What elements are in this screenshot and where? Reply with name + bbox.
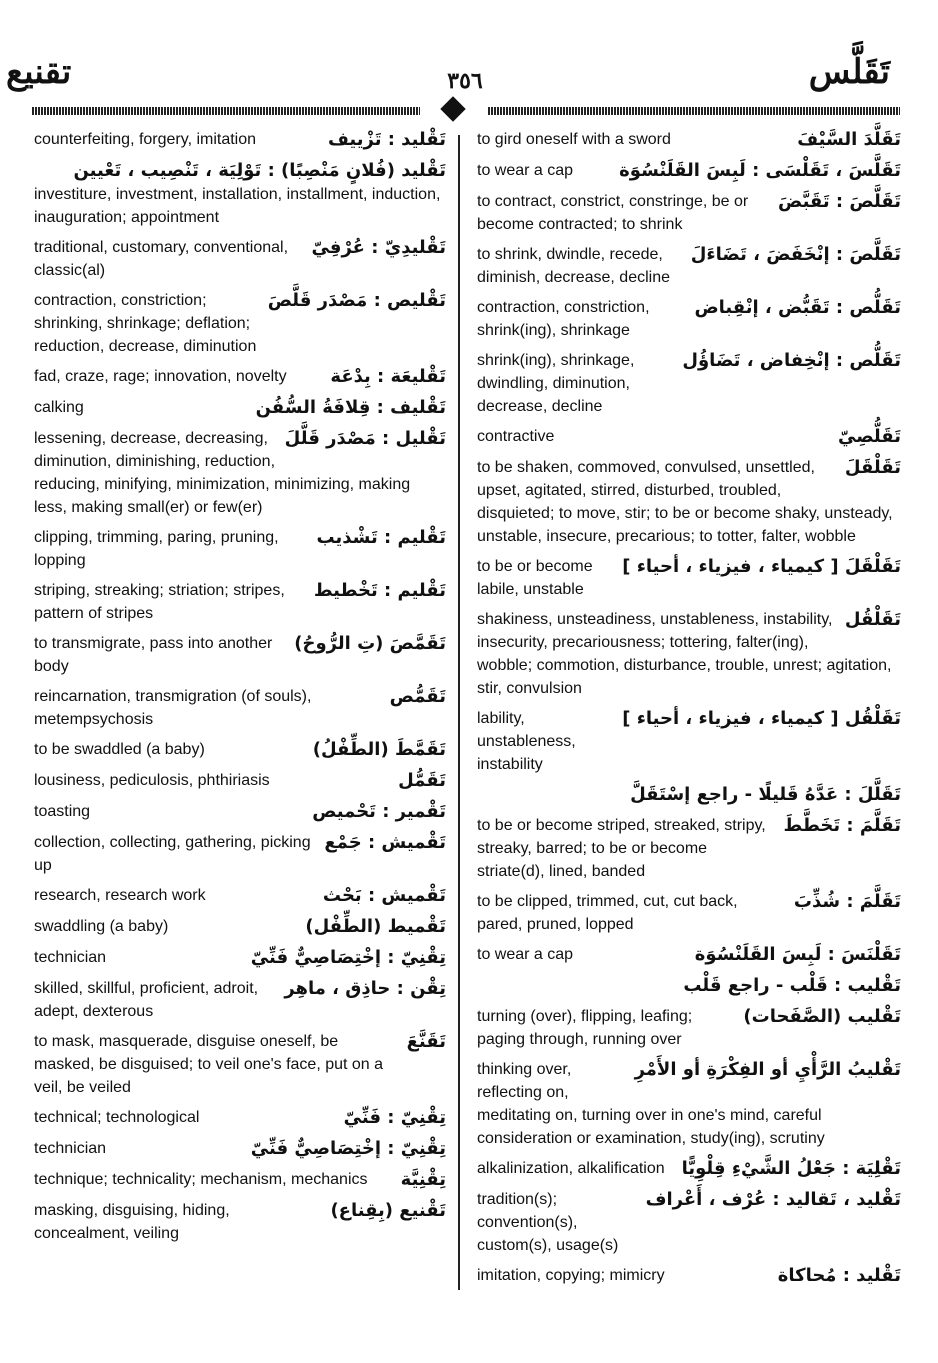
entry-definition: lability, unstableness, instability [477, 710, 576, 773]
entry-definition: to wear a cap [477, 162, 574, 179]
entry-headword: تَقَنَّعَ [406, 1031, 446, 1052]
dictionary-entry [477, 425, 901, 449]
entry-headword: تَقْمير : تَحْميص [312, 801, 446, 822]
dictionary-entry [34, 800, 446, 824]
dictionary-entry [34, 1168, 446, 1192]
entry-headword: تَقْليبُ الرَّأْيِ أو الفِكْرَةِ أو الأَمْرِ [634, 1059, 901, 1080]
entry-headword: تَقَمَّطَ (الطِّفْلُ) [312, 739, 446, 760]
dictionary-entry [477, 783, 901, 807]
dictionary-entry [34, 128, 446, 152]
entry-definition: technique; technicality; mechanism, mechanics [34, 1171, 368, 1188]
dictionary-entry [477, 349, 901, 418]
dictionary-entry [34, 685, 446, 731]
dictionary-entry [477, 974, 901, 998]
entry-headword: تَقَلَّصَ : إنْخَفَضَ ، تَضَاءَلَ [690, 244, 901, 265]
dictionary-entry [34, 738, 446, 762]
left-column [34, 128, 446, 1252]
entry-headword: تَقْليد : تَزْييف [327, 129, 446, 150]
dictionary-entry [34, 427, 446, 519]
dictionary-entry [477, 555, 901, 601]
entry-definition: clipping, trimming, paring, pruning, lopping [34, 529, 279, 569]
entry-headword: تَقَلُّص : تَقَبُّض ، إنْقِباض [694, 297, 901, 318]
entry-definition: tradition(s); convention(s), custom(s), usage(s) [477, 1191, 619, 1254]
entry-definition: skilled, skillful, proficient, adroit, adept, dexterous [34, 980, 259, 1020]
entry-headword: تَقْليعَة : بِدْعَة [330, 366, 446, 387]
entry-headword: تَقْميط (الطِّفْل) [305, 916, 446, 937]
entry-headword: تَقْليد ، تَقاليد : عُرْف ، أَعْراف [645, 1189, 901, 1210]
entry-definition: shrink(ing), shrinkage, dwindling, diminution, decrease, decline [477, 352, 635, 415]
entry-definition: alkalinization, alkalification [477, 1160, 665, 1177]
page-number: ٣٥٦ [447, 68, 483, 94]
dictionary-entry [34, 396, 446, 420]
entry-definition: toasting [34, 803, 91, 820]
dictionary-entry [34, 579, 446, 625]
entry-definition: striping, streaking; striation; stripes, pattern of stripes [34, 582, 285, 622]
dictionary-entry [477, 1005, 901, 1051]
entry-definition: to transmigrate, pass into another body [34, 635, 273, 675]
dictionary-entry [34, 1030, 446, 1099]
entry-headword: تَقْلِيَة : جَعْلُ الشَّيْءِ قِلْوِيًّا [681, 1158, 901, 1179]
page-header [0, 0, 938, 130]
entry-headword: تَقَمَّصَ (تِ الرُّوحُ) [294, 633, 446, 654]
entry-headword: تِقْنِيّ : فَنِّيّ [343, 1107, 446, 1128]
entry-definition: to be swaddled (a baby) [34, 741, 205, 758]
entry-headword: تَقْليد : مُحاكاة [777, 1265, 901, 1286]
dictionary-entry [34, 632, 446, 678]
entry-headword: تَقَلُّصِيّ [837, 426, 901, 447]
entry-headword: تَقْميش : جَمْع [324, 832, 446, 853]
dictionary-entry [34, 365, 446, 389]
diamond-ornament-icon [440, 96, 465, 121]
entry-headword: تَقْليل : مَصْدَر قَلَّلَ [284, 428, 446, 449]
entry-definition: shakiness, unsteadiness, unstableness, instability, insecurity, precariousness; tottering, falter(ing), wobble; commotion, disturbance, trouble, unrest; agitation, stir, convulsion [477, 611, 892, 697]
entry-headword: تَقَلَّلَ : عَدَّهُ قَليلًا - راجع إسْتَقَلَّ [630, 784, 901, 805]
entry-headword: تَقْليد (فُلانٍ مَنْصِبًا) : تَوْلِيَة ، تَنْصِيب ، تَعْيين [73, 160, 446, 181]
entry-definition: technical; technological [34, 1109, 200, 1126]
dictionary-entry [477, 128, 901, 152]
dictionary-entry [34, 526, 446, 572]
entry-definition: to shrink, dwindle, recede, diminish, decrease, decline [477, 246, 670, 286]
dictionary-entry [477, 190, 901, 236]
entry-definition: to be or become striped, streaked, stripy, streaky, barred; to be or become striate(d), lined, banded [477, 817, 766, 880]
entry-definition: to mask, masquerade, disguise oneself, be masked, be disguised; to veil one's face, put on a veil, be veiled [34, 1033, 384, 1096]
entry-headword: تَقَمُّص [389, 686, 446, 707]
entry-headword: تَقَلْنَسَ : لَبِسَ القَلَنْسُوَة [694, 944, 901, 965]
entry-definition: calking [34, 399, 84, 416]
dictionary-entry [477, 159, 901, 183]
entry-headword: تِقْنِيّ : إخْتِصَاصِيٌّ فَنِّيّ [250, 1138, 446, 1159]
entry-headword: تَقْليب (الصَّفَحات) [743, 1006, 901, 1027]
entry-headword: تَقْليف : قِلافَةُ السُّفُن [255, 397, 446, 418]
left-guide-word: تقنيع [6, 52, 72, 92]
dictionary-entry [477, 296, 901, 342]
dictionary-entry [477, 243, 901, 289]
dictionary-entry [34, 915, 446, 939]
entry-headword: تِقْن : حاذِق ، ماهِر [284, 978, 446, 999]
dictionary-entry [34, 1106, 446, 1130]
dictionary-entry [34, 831, 446, 877]
entry-definition: investiture, investment, installation, installment, induction, inauguration; appointment [34, 186, 441, 226]
dictionary-entry [34, 159, 446, 229]
dictionary-entry [477, 707, 901, 776]
entry-definition: turning (over), flipping, leafing; paging through, running over [477, 1008, 693, 1048]
header-rule-right [488, 107, 900, 115]
entry-definition: to be clipped, trimmed, cut, cut back, pared, pruned, lopped [477, 893, 738, 933]
entry-definition: research, research work [34, 887, 206, 904]
entry-headword: تَقَلُّص : إنْخِفاض ، تَضَاؤُل [682, 350, 901, 371]
dictionary-entry [34, 977, 446, 1023]
entry-headword: تِقْنِيّ : إخْتِصَاصِيٌّ فَنِّيّ [250, 947, 446, 968]
entry-definition: to gird oneself with a sword [477, 131, 671, 148]
entry-headword: تَقَلَّسَ ، تَقَلْسَى : لَبِسَ القَلَنْسُوَة [619, 160, 901, 181]
entry-definition: technician [34, 1140, 107, 1157]
entry-definition: thinking over, reflecting on, meditating on, turning over in one's mind, careful consideration or examination, study(ing), scrutiny [477, 1061, 825, 1147]
entry-definition: contractive [477, 428, 555, 445]
dictionary-entry [34, 289, 446, 358]
entry-headword: تَقَلْقُل [844, 609, 901, 630]
entry-definition: contraction, constriction; shrinking, shrinkage; deflation; reduction, decrease, diminution [34, 292, 257, 355]
entry-headword: تَقَلَّمَ : تَخَطَّطَ [783, 815, 901, 836]
entry-headword: تَقَلْقَلَ [844, 457, 901, 478]
entry-headword: تَقَمُّل [398, 770, 446, 791]
dictionary-entry [34, 946, 446, 970]
entry-definition: to be shaken, commoved, convulsed, unsettled, upset, agitated, stirred, disturbed, troubled, disquieted; to move, stir; to be or become shaky, unsteady, unstable, insecure, precarious; to totter, falter, wobble [477, 459, 893, 545]
dictionary-entry [477, 1188, 901, 1257]
dictionary-entry [477, 943, 901, 967]
header-rule-left [32, 107, 420, 115]
dictionary-entry [477, 890, 901, 936]
dictionary-entry [34, 769, 446, 793]
dictionary-entry [477, 1264, 901, 1288]
entry-definition: to be or become labile, unstable [477, 558, 593, 598]
entry-definition: fad, craze, rage; innovation, novelty [34, 368, 287, 385]
entry-definition: counterfeiting, forgery, imitation [34, 131, 257, 148]
entry-headword: تِقْنِيَّة [400, 1169, 446, 1190]
entry-headword: تَقَلَّصَ : تَقَبَّضَ [778, 191, 901, 212]
entry-headword: تَقَلَّدَ السَّيْفَ [797, 129, 901, 150]
entry-definition: to wear a cap [477, 946, 574, 963]
entry-headword: تَقْليص : مَصْدَر قَلَّصَ [267, 290, 446, 311]
entry-headword: تَقْنيع (بِقِناع) [330, 1200, 446, 1221]
entry-headword: تَقْليدِيّ : عُرْفِيّ [311, 237, 446, 258]
entry-headword: تَقْميش : بَحْث [322, 885, 446, 906]
entry-headword: تَقَلْقُل [ كيمياء ، فيزياء ، أحياء ] [622, 708, 901, 729]
column-divider [458, 135, 460, 1290]
entry-definition: technician [34, 949, 107, 966]
dictionary-entry [477, 608, 901, 700]
entry-definition: collection, collecting, gathering, picking up [34, 834, 311, 874]
dictionary-entry [477, 456, 901, 548]
entry-headword: تَقَلَّمَ : شُذِّبَ [793, 891, 901, 912]
entry-definition: reincarnation, transmigration (of souls), metempsychosis [34, 688, 312, 728]
entry-headword: تَقْليم : تَشْذيب [316, 527, 446, 548]
entry-headword: تَقَلْقَلَ [ كيمياء ، فيزياء ، أحياء ] [622, 556, 901, 577]
dictionary-entry [34, 236, 446, 282]
entry-definition: lessening, decrease, decreasing, diminution, diminishing, reduction, reducing, minifying, minimization, minimizing, making less, making small(er) or few(er) [34, 430, 411, 516]
entry-headword: تَقْليب : قَلْب - راجع قَلْب [683, 975, 901, 996]
right-guide-word: تَقَلَّس [808, 52, 890, 92]
dictionary-entry [34, 1137, 446, 1161]
entry-definition: contraction, constriction, shrink(ing), shrinkage [477, 299, 650, 339]
entry-definition: to contract, constrict, constringe, be or become contracted; to shrink [477, 193, 749, 233]
dictionary-entry [477, 814, 901, 883]
entry-definition: traditional, customary, conventional, classic(al) [34, 239, 289, 279]
entry-definition: lousiness, pediculosis, phthiriasis [34, 772, 270, 789]
dictionary-entry [477, 1058, 901, 1150]
entry-headword: تَقْليم : تَخْطيط [313, 580, 446, 601]
dictionary-entry [477, 1157, 901, 1181]
right-column [477, 128, 901, 1295]
dictionary-entry [34, 1199, 446, 1245]
entry-definition: imitation, copying; mimicry [477, 1267, 665, 1284]
dictionary-entry [34, 884, 446, 908]
entry-definition: masking, disguising, hiding, concealment, veiling [34, 1202, 230, 1242]
entry-definition: swaddling (a baby) [34, 918, 169, 935]
